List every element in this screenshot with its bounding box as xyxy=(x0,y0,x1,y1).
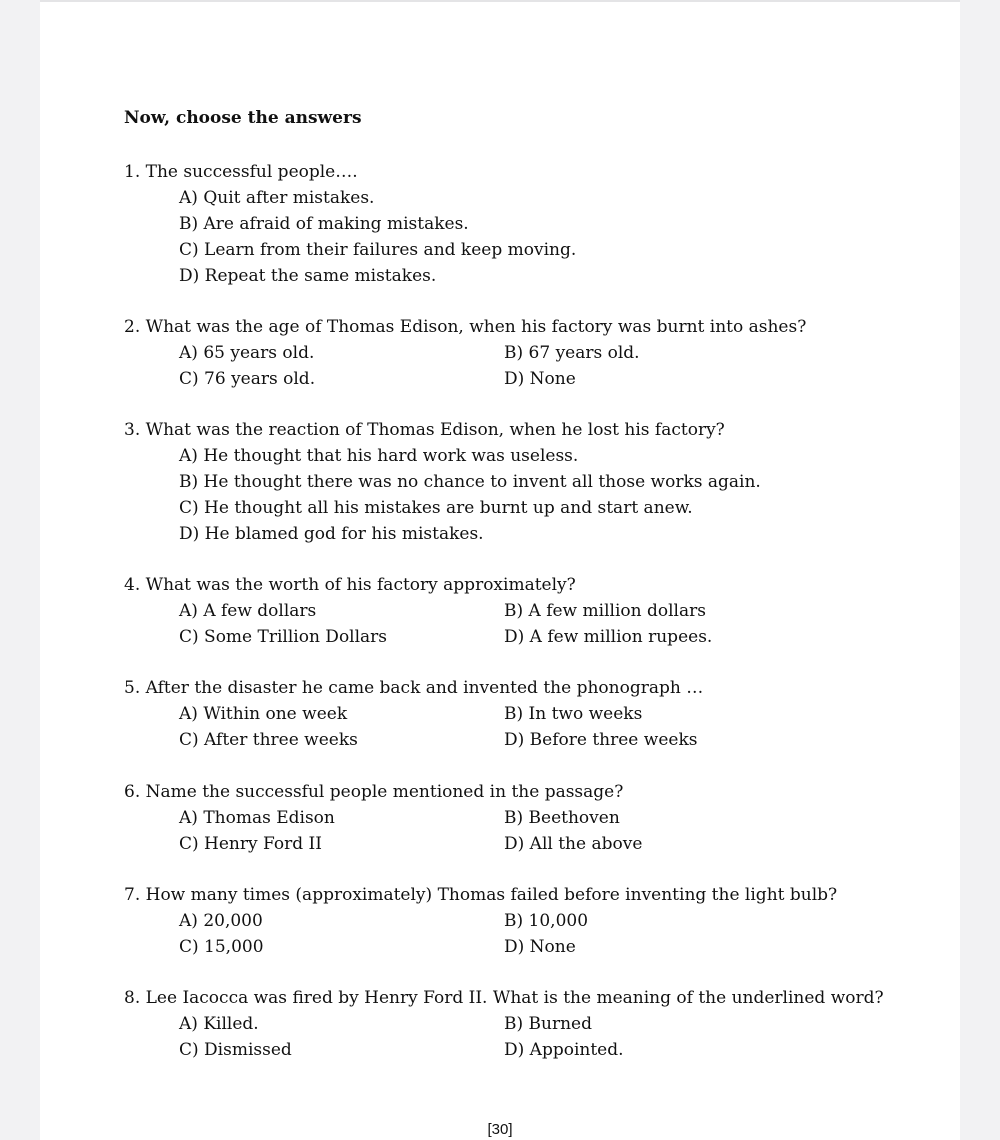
option-a: A) 20,000 xyxy=(179,911,263,931)
option-c: C) Dismissed xyxy=(179,1040,292,1060)
question-stem: 3. What was the reaction of Thomas Edison, when he lost his factory? xyxy=(124,420,725,440)
question-4 xyxy=(124,572,944,650)
option-b: B) 10,000 xyxy=(504,911,589,931)
question-6 xyxy=(124,779,944,857)
option-a: A) Quit after mistakes. xyxy=(179,188,375,208)
option-d: D) All the above xyxy=(504,834,643,854)
option-b: B) He thought there was no chance to invent all those works again. xyxy=(179,472,761,492)
option-c: C) Some Trillion Dollars xyxy=(179,627,388,647)
question-stem: 1. The successful people…. xyxy=(124,162,358,182)
question-2 xyxy=(124,314,944,392)
option-d: D) None xyxy=(504,937,576,957)
question-stem: 7. How many times (approximately) Thomas failed before inventing the light bulb? xyxy=(124,885,838,905)
question-8 xyxy=(124,985,944,1063)
option-b: B) Are afraid of making mistakes. xyxy=(179,214,469,234)
section-heading: Now, choose the answers xyxy=(124,108,362,128)
option-d: D) He blamed god for his mistakes. xyxy=(179,524,484,544)
option-b: B) In two weeks xyxy=(504,704,643,724)
option-c: C) He thought all his mistakes are burnt up and start anew. xyxy=(179,498,693,518)
question-stem: 2. What was the age of Thomas Edison, when his factory was burnt into ashes? xyxy=(124,317,807,337)
question-1 xyxy=(124,159,944,289)
option-d: D) Before three weeks xyxy=(504,730,698,750)
option-a: A) Thomas Edison xyxy=(179,808,335,828)
option-b: B) Beethoven xyxy=(504,808,620,828)
option-d: D) A few million rupees. xyxy=(504,627,713,647)
option-a: A) A few dollars xyxy=(179,601,317,621)
option-d: D) Repeat the same mistakes. xyxy=(179,266,437,286)
option-c: C) After three weeks xyxy=(179,730,358,750)
option-a: A) He thought that his hard work was useless. xyxy=(179,446,579,466)
question-stem: 5. After the disaster he came back and invented the phonograph … xyxy=(124,678,704,698)
question-stem: 4. What was the worth of his factory approximately? xyxy=(124,575,576,595)
option-b: B) Burned xyxy=(504,1014,592,1034)
question-5 xyxy=(124,675,944,753)
option-b: B) A few million dollars xyxy=(504,601,706,621)
question-stem: 6. Name the successful people mentioned in the passage? xyxy=(124,782,624,802)
option-c: C) Henry Ford II xyxy=(179,834,322,854)
option-d: D) Appointed. xyxy=(504,1040,624,1060)
page-number: [30] xyxy=(487,1121,513,1138)
option-c: C) Learn from their failures and keep moving. xyxy=(179,240,577,260)
option-b: B) 67 years old. xyxy=(504,343,640,363)
option-c: C) 15,000 xyxy=(179,937,264,957)
option-a: A) Within one week xyxy=(179,704,348,724)
question-3 xyxy=(124,417,944,547)
document-page xyxy=(40,0,960,1140)
question-7 xyxy=(124,882,944,960)
option-a: A) 65 years old. xyxy=(179,343,315,363)
question-stem: 8. Lee Iacocca was fired by Henry Ford II. What is the meaning of the underlined word? xyxy=(124,988,884,1008)
option-a: A) Killed. xyxy=(179,1014,259,1034)
option-c: C) 76 years old. xyxy=(179,369,316,389)
option-d: D) None xyxy=(504,369,576,389)
